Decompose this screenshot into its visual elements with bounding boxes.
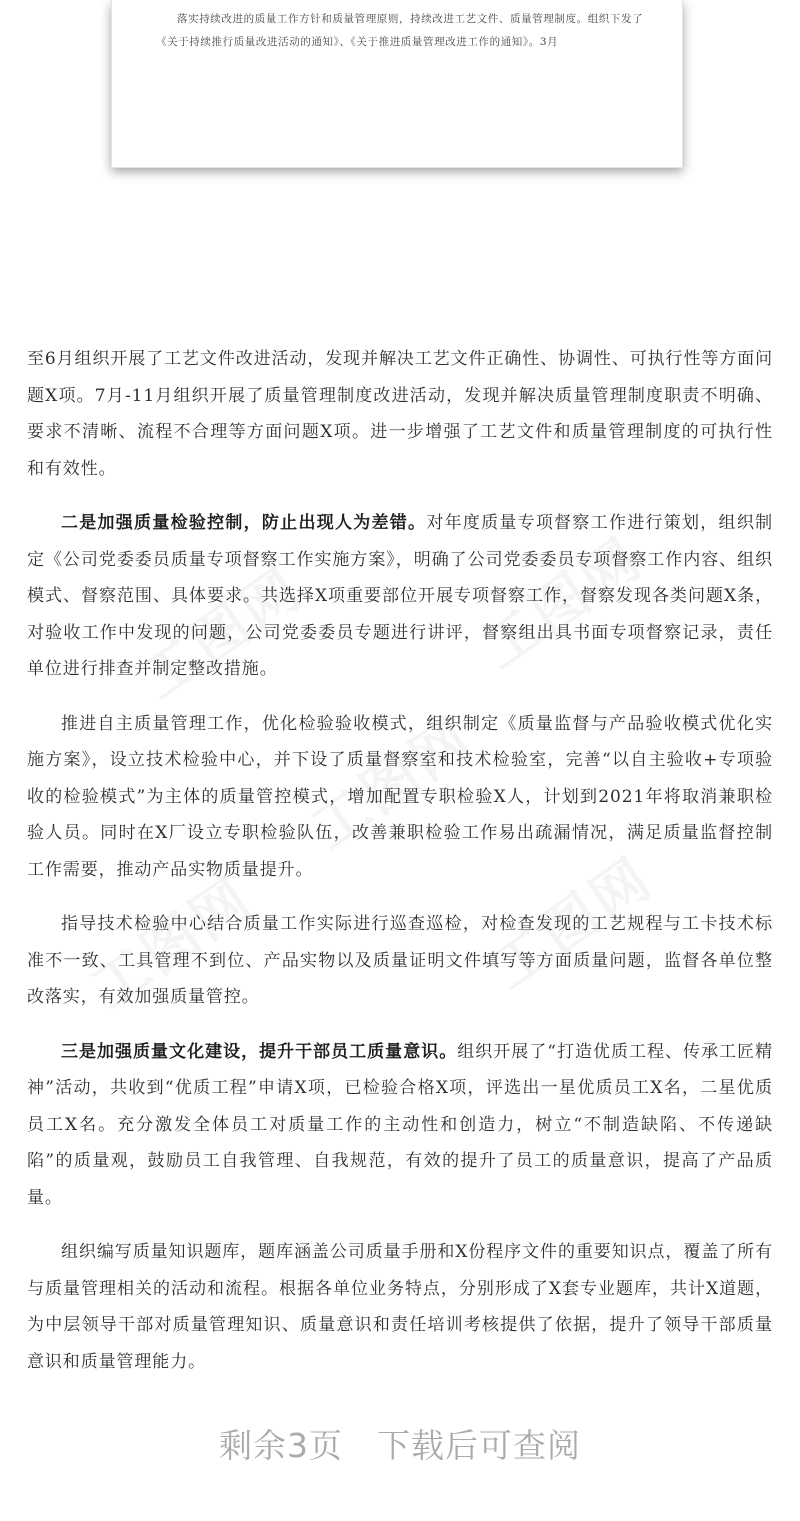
paragraph-3: 推进自主质量管理工作，优化检验验收模式，组织制定《质量监督与产品验收模式优化实施方案》，设立技术检验中心，并下设了质量督察室和技术检验室，完善“以自主验收+专项验收的检验模式”为主体的质量管控模式，增加配置专职检验X人，计划到2021年将取消兼职检验人员。同时在X厂设立专职检验队伍，改善兼职检验工作易出疏漏情况，满足质量监督控制工作需要，推动产品实物质量提升。 [27, 713, 773, 880]
paragraph-6: 组织编写质量知识题库，题库涵盖公司质量手册和X份程序文件的重要知识点，覆盖了所有与质量管理相关的活动和流程。根据各单位业务特点，分别形成了X套专业题库，共计X道题，为中层领导干部对质量管理知识、质量意识和责任培训考核提供了依据，提升了领导干部质量意识和质量管理能力。 [27, 1242, 773, 1372]
paragraph-1: 至6月组织开展了工艺文件改进活动，发现并解决工艺文件正确性、协调性、可执行性等方面问题X项。7月-11月组织开展了质量管理制度改进活动，发现并解决质量管理制度职责不明确、要求不清晰、流程不合理等方面问题X项。进一步增强了工艺文件和质量管理制度的可执行性和有效性。 [27, 349, 773, 479]
paragraph-5-heading: 三是加强质量文化建设，提升干部员工质量意识。 [61, 1041, 458, 1062]
paragraph-2-text: 对年度质量专项督察工作进行策划，组织制定《公司党委委员质量专项督察工作实施方案》，明确了公司党委委员专项督察工作内容、组织模式、督察范围、具体要求。共选择X项重要部位开展专项督察工作，督察发现各类问题X条，对验收工作中发现的问题，公司党委委员专题进行讲评，督察组出具书面专项督察记录，责任单位进行排查并制定整改措施。 [27, 513, 773, 679]
download-to-read-link[interactable]: 下载后可查阅 [377, 1426, 581, 1465]
paragraph-5 [27, 1034, 773, 1217]
paragraph-5-text: 组织开展了“打造优质工程、传承工匠精神”活动，共收到“优质工程”申请X项，已检验合格X项，评选出一星优质员工X名，二星优质员工X名。充分激发全体员工对质量工作的主动性和创造力，树立“不制造缺陷、不传递缺陷”的质量观，鼓励员工自我管理、自我规范，有效的提升了员工的质量意识，提高了产品质量。 [27, 1041, 773, 1208]
document-body [27, 341, 773, 1398]
paragraph-4: 指导技术检验中心结合质量工作实际进行巡查巡检，对检查发现的工艺规程与工卡技术标准不一致、工具管理不到位、产品实物以及质量证明文件填写等方面质量问题，监督各单位整改落实，有效加强质量管控。 [27, 914, 773, 1007]
preview-line-2: 下发了《关于持续推行质量改进活动的通知》、《关于推进质量管理改进工作的通知》。3月 [156, 13, 644, 48]
preview-card [111, 0, 683, 168]
preview-line-1: 落实持续改进的质量工作方针和质量管理原则，持续改进工艺文件、质量管理制度。组织 [177, 13, 610, 25]
paragraph-2-heading: 二是加强质量检验控制，防止出现人为差错。 [61, 513, 427, 533]
remaining-pages-banner[interactable] [0, 1420, 800, 1467]
remaining-pages-text: 剩余3页 [219, 1426, 343, 1465]
preview-text [156, 8, 651, 54]
paragraph-2 [27, 505, 773, 688]
